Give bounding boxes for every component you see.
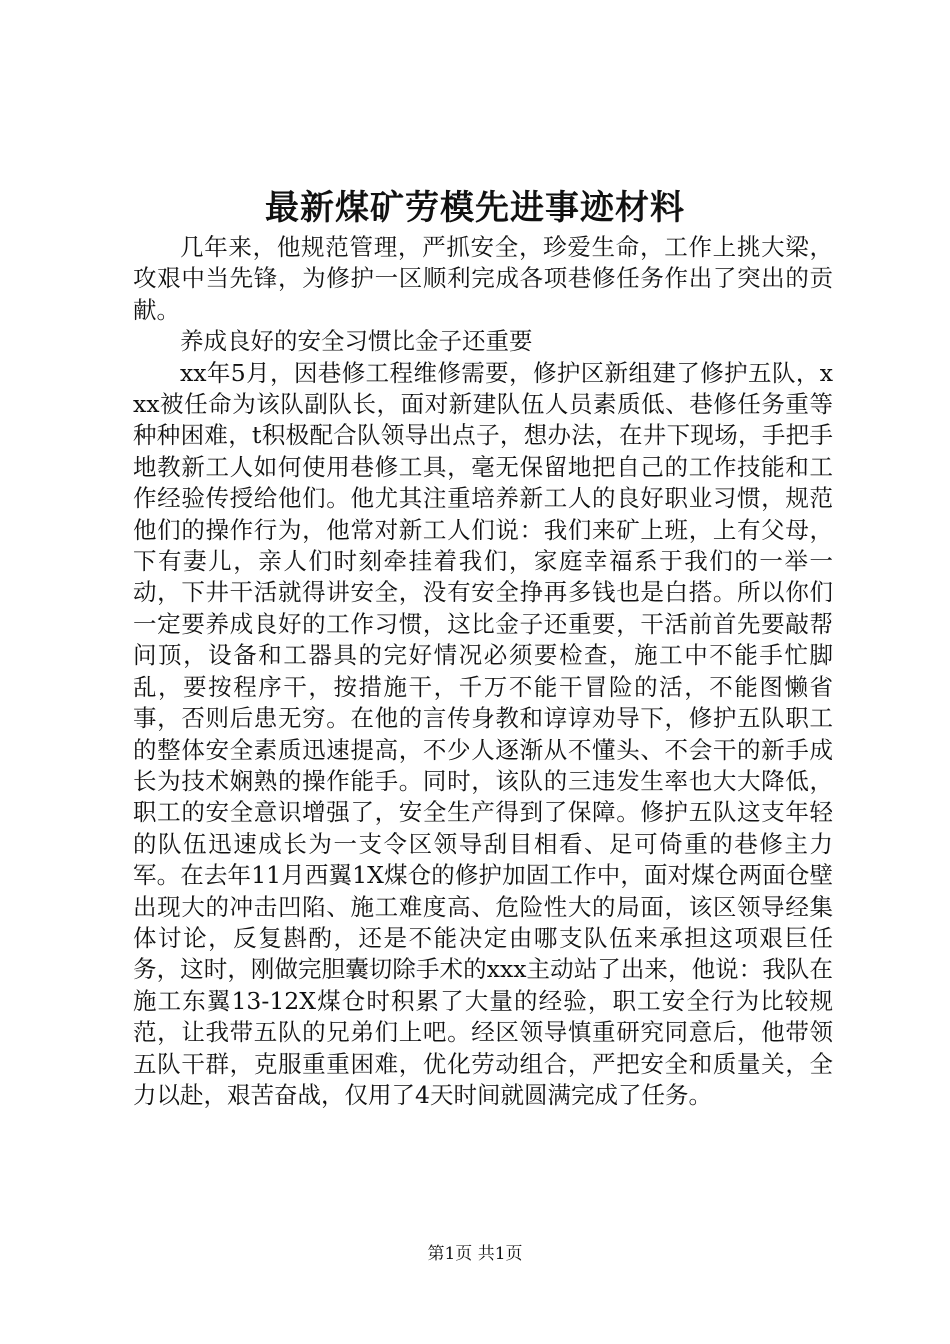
document-body — [133, 232, 833, 1111]
paragraph-intro: 几年来，他规范管理，严抓安全，珍爱生命，工作上挑大梁，攻艰中当先锋，为修护一区顺利完成各项巷修任务作出了突出的贡献。 — [133, 233, 833, 324]
paragraph-main: xx年5月，因巷修工程维修需要，修护区新组建了修护五队，xxx被任命为该队副队长，面对新建队伍人员素质低、巷修任务重等种种困难，t积极配合队领导出点子，想办法，在井下现场，手把手地教新工人如何使用巷修工具，毫无保留地把自己的工作技能和工作经验传授给他们。他尤其注重培养新工人的良好职业习惯，规范他们的操作行为，他常对新工人们说：我们来矿上班，上有父母，下有妻儿，亲人们时刻牵挂着我们，家庭幸福系于我们的一举一动，下井干活就得讲安全，没有安全挣再多钱也是白搭。所以你们一定要养成良好的工作习惯，这比金子还重要，干活前首先要敲帮问顶，设备和工器具的完好情况必须要检查，施工中不能手忙脚乱，要按程序干，按措施干，千万不能干冒险的活，不能图懒省事，否则后患无穷。在他的言传身教和谆谆劝导下，修护五队职工的整体安全素质迅速提高，不少人逐渐从不懂头、不会干的新手成长为技术娴熟的操作能手。同时，该队的三违发生率也大大降低，职工的安全意识增强了，安全生产得到了保障。修护五队这支年轻的队伍迅速成长为一支令区领导刮目相看、足可倚重的巷修主力军。在去年11月西翼1X煤仓的修护加固工作中，面对煤仓两面仓壁出现大的冲击凹陷、施工难度高、危险性大的局面，该区领导经集体讨论，反复斟酌，还是不能决定由哪支队伍来承担这项艰巨任务，这时，刚做完胆囊切除手术的xxx主动站了出来，他说：我队在施工东翼13-12X煤仓时积累了大量的经验，职工安全行为比较规范，让我带五队的兄弟们上吧。经区领导慎重研究同意后，他带领五队干群，克服重重困难，优化劳动组合，严把安全和质量关，全力以赴，艰苦奋战，仅用了4天时间就圆满完成了任务。 — [133, 358, 833, 1109]
document-title: 最新煤矿劳模先进事迹材料 — [265, 188, 685, 228]
page-number-footer: 第1页 共1页 — [427, 1244, 523, 1264]
paragraph-subheading: 养成良好的安全习惯比金子还重要 — [180, 327, 533, 356]
